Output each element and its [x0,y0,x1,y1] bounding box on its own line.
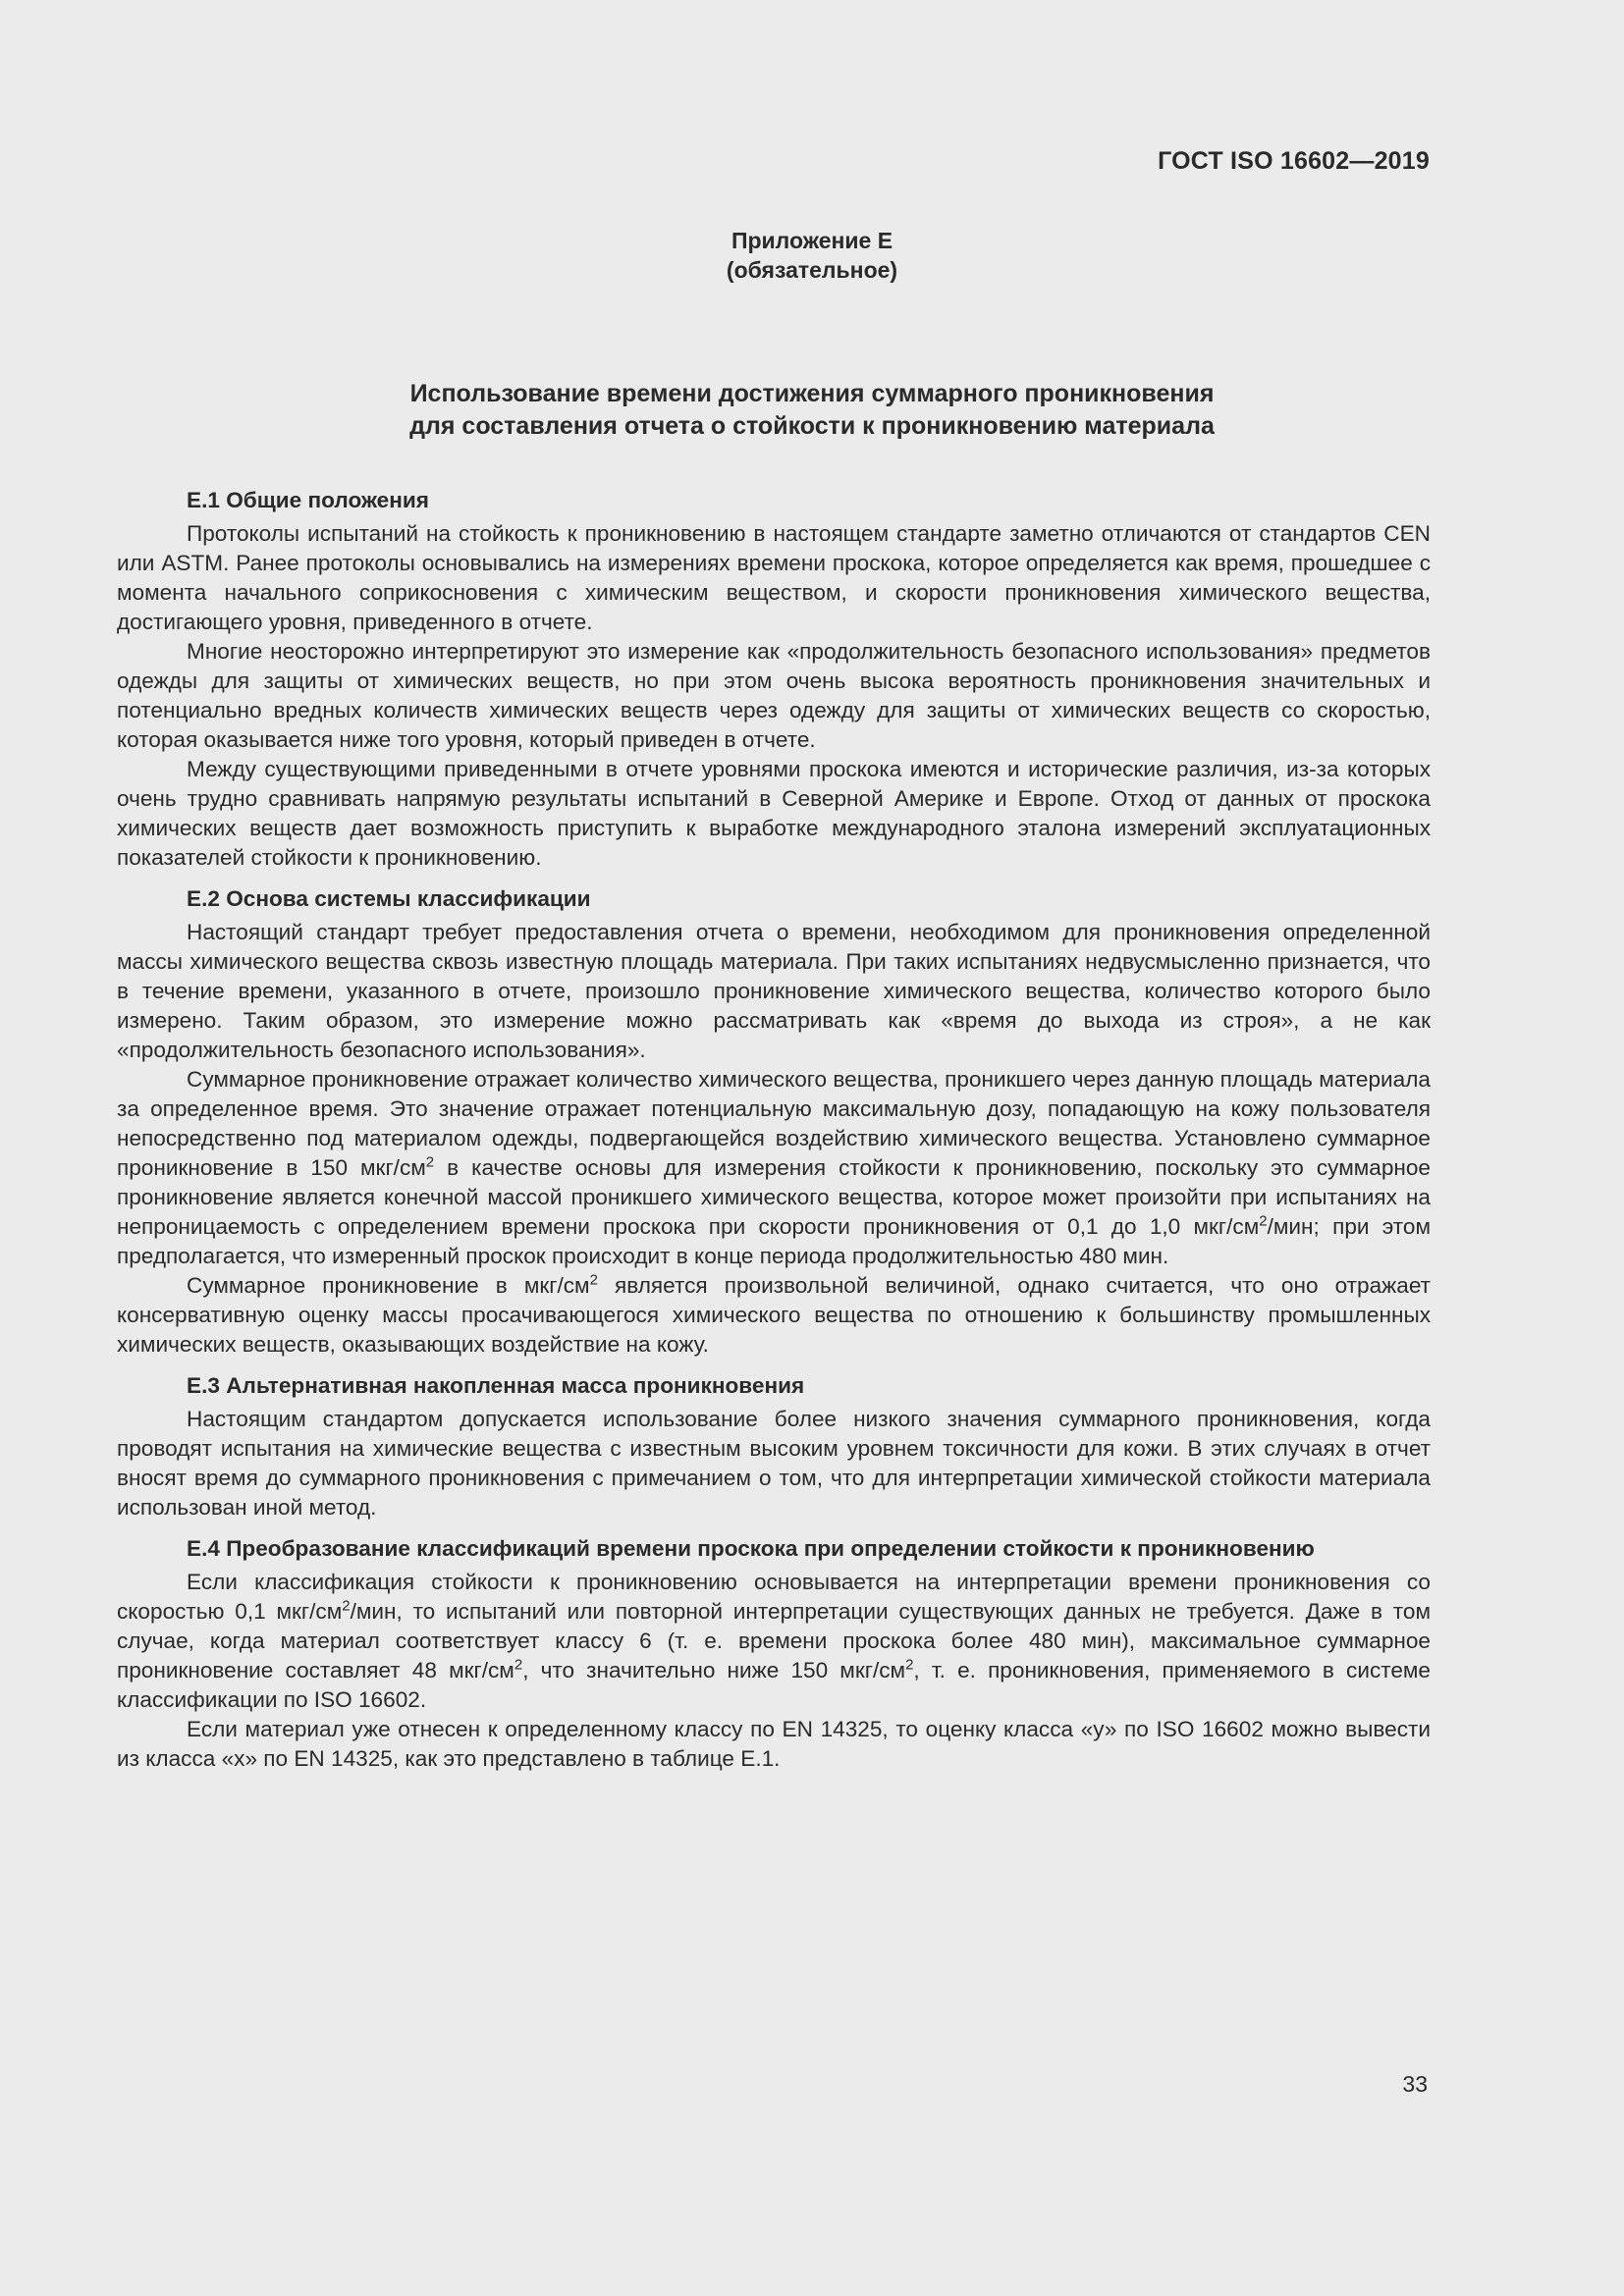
section-heading-e1: Е.1 Общие положения [187,488,429,512]
section-heading-e4: Е.4 Преобразование классификаций времени проскока при определении стойкости к проникновению [187,1536,1315,1561]
superscript: 2 [342,1597,351,1615]
paragraph-e2-2 [117,1065,1431,1271]
main-title-line2: для составления отчета о стойкости к проникновению материала [409,412,1215,440]
paragraph-e1-3: Между существующими приведенными в отчете уровнями проскока имеются и исторические различия, из-за которых очень трудно сравнивать напрямую результаты испытаний в Северной Америке и Европе. Отход от данных от проскока химических веществ дает возможность приступить к выработке международного эталона измерений эксплуатационных показателей стойкости к проникновению. [117,757,1431,870]
page-number: 33 [1402,2071,1428,2097]
text-run: Суммарное проникновение отражает количество химического вещества, проникшего через данную площадь материала за определенное время. Это значение отражает потенциальную максимальную дозу, попадающую на кожу пользователя непосредственно под материалом одежды, подвергающейся воздействию химического вещества. Установлено суммарное проникновение в 150 мкг/см [117,1067,1431,1180]
main-title-line1: Использование времени достижения суммарного проникновения [409,380,1215,407]
text-run: /мин, то испытаний или повторной интерпретации существующих данных не требуется. Даже в том случае, когда материал соответствует классу 6 (т. е. времени проскока более 480 мин), максимальное суммарное проникновение составляет 48 мкг/см [117,1599,1431,1682]
appendix-heading [0,226,1624,285]
main-title [0,378,1624,443]
paragraph-e1-2: Многие неосторожно интерпретируют это измерение как «продолжительность безопасного использования» предметов одежды для защиты от химических веществ, но при этом очень высока вероятность проникновения значительных и потенциально вредных количеств химических веществ через одежду для защиты от химических веществ со скоростью, которая оказывается ниже того уровня, который приведен в отчете. [117,639,1431,752]
text-run: /мин; при этом предполагается, что измеренный проскок происходит в конце периода продолжительностью 480 мин. [117,1214,1431,1268]
paragraph-e4-1 [117,1568,1431,1715]
paragraph-e3-1: Настоящим стандартом допускается использование более низкого значения суммарного проникновения, когда проводят испытания на химические вещества с известным высоким уровнем токсичности для кожи. В этих случаях в отчет вносят время до суммарного проникновения с примечанием о том, что для интерпретации химической стойкости материала использован иной метод. [117,1407,1431,1520]
text-run: является произвольной величиной, однако считается, что оно отражает консервативную оценку массы просачивающегося химического вещества по отношению к большинству промышленных химических веществ, оказывающих воздействие на кожу. [117,1273,1431,1357]
text-run: в качестве основы для измерения стойкости к проникновению, поскольку это суммарное проникновение является конечной массой проникшего химического вещества, которое может произойти при испытаниях на непроницаемость с определением времени проскока при скорости проникновения от 0,1 до 1,0 мкг/см [117,1155,1431,1239]
document-code: ГОСТ ISO 16602—2019 [1158,147,1430,175]
document-body [117,486,1431,1774]
appendix-status: (обязательное) [726,257,898,283]
appendix-title: Приложение Е [731,228,893,253]
superscript: 2 [425,1153,435,1171]
paragraph-e2-1: Настоящий стандарт требует предоставления отчета о времени, необходимом для проникновения определенной массы химического вещества сквозь известную площадь материала. При таких испытаниях недвусмысленно признается, что в течение времени, указанного в отчете, произошло проникновение химического вещества, количество которого было измерено. Таким образом, это измерение можно рассматривать как «время до выхода из строя», а не как «продолжительность безопасного использования». [117,920,1431,1062]
text-run: , что значительно ниже 150 мкг/см [522,1658,906,1682]
text-run: Суммарное проникновение в мкг/см [187,1273,590,1298]
text-run: Если классификация стойкости к проникновению основывается на интерпретации времени проникновения со скоростью 0,1 мкг/см [117,1570,1431,1624]
section-heading-e3: Е.3 Альтернативная накопленная масса проникновения [187,1373,805,1398]
superscript: 2 [514,1656,523,1674]
paragraph-e2-3 [117,1271,1431,1360]
paragraph-e1-1: Протоколы испытаний на стойкость к проникновению в настоящем стандарте заметно отличаются от стандартов CEN или ASTM. Ранее протоколы основывались на измерениях времени проскока, которое определяется как время, прошедшее с момента начального соприкосновения с химическим веществом, и скорости проникновения химического вещества, достигающего уровня, приведенного в отчете. [117,521,1431,634]
section-heading-e2: Е.2 Основа системы классификации [187,886,591,911]
superscript: 2 [1259,1212,1268,1230]
superscript: 2 [589,1271,598,1289]
paragraph-e4-2: Если материал уже отнесен к определенному классу по EN 14325, то оценку класса «у» по ISO 16602 можно вывести из класса «х» по EN 14325, как это представлено в таблице Е.1. [117,1717,1431,1771]
text-run: , т. е. проникновения, применяемого в системе классификации по ISO 16602. [117,1658,1431,1712]
superscript: 2 [905,1656,914,1674]
